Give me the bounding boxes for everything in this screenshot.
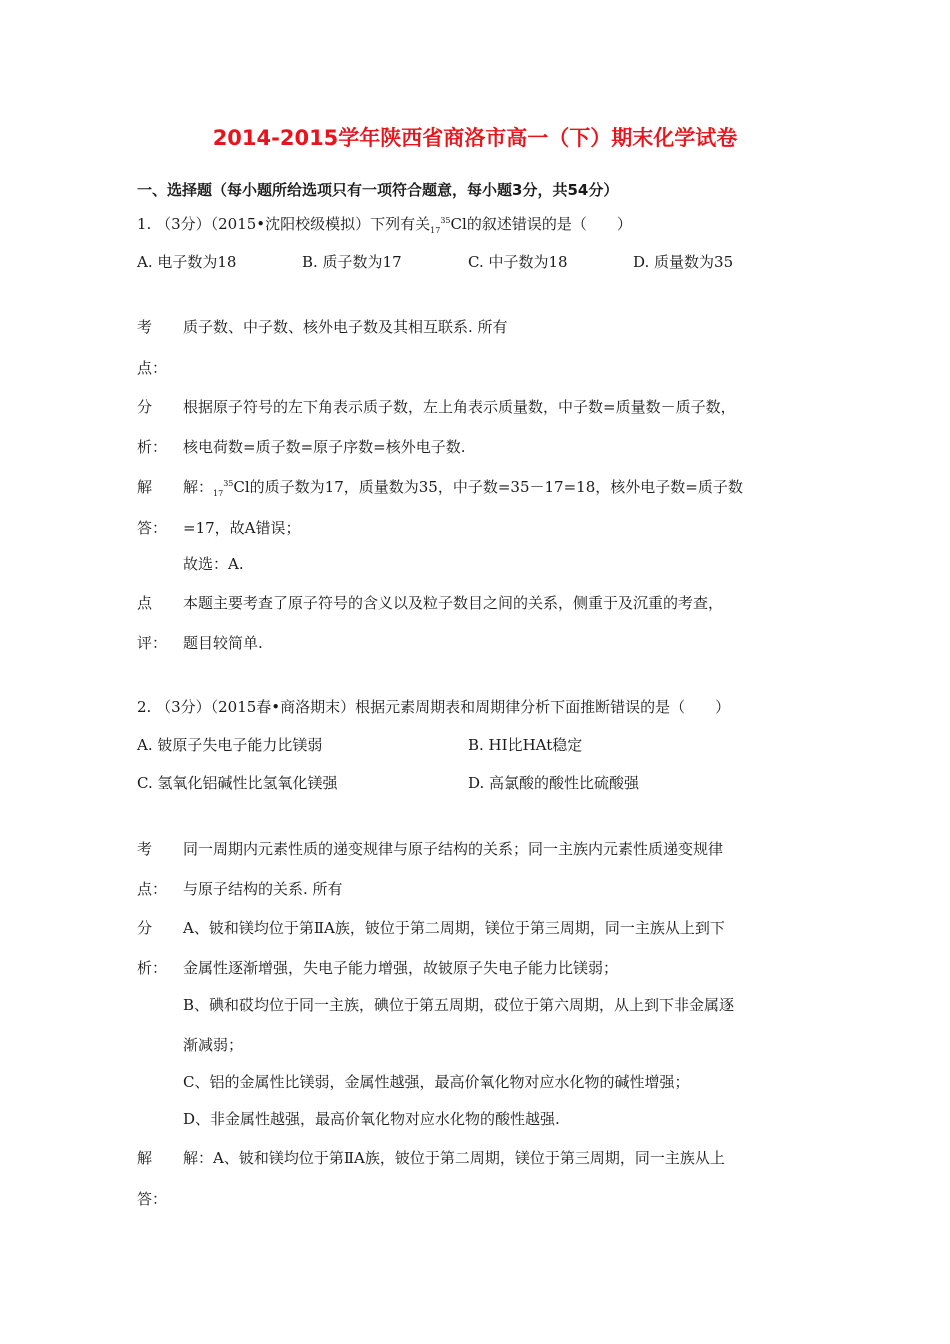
q1-kaodian-text: 质子数、中子数、核外电子数及其相互联系. 所有 [183,318,508,336]
q1-isotope [430,215,467,235]
q1-stem [137,213,632,235]
q1-fenxi-text-2: 核电荷数=质子数=原子序数=核外电子数. [183,438,466,456]
q1-option-b: B. 质子数为17 [302,253,402,271]
q2-option-d: D. 高氯酸的酸性比硫酸强 [468,774,640,792]
q1-jieda-isotope-z: 17 [213,489,224,498]
q2-fenxi-text-4: 渐减弱； [183,1036,244,1054]
q1-fenxi-label-2: 析： [137,438,168,456]
q1-fenxi-text-1: 根据原子符号的左下角表示质子数，左上角表示质量数，中子数=质量数－质子数， [183,398,736,416]
q2-fenxi-text-1: A、铍和镁均位于第ⅡA族，铍位于第二周期，镁位于第三周期，同一主族从上到下 [183,919,725,937]
q1-jieda-label-2: 答： [137,519,168,537]
q1-jieda-line-1 [183,476,743,498]
q2-option-b: B. HI比HAt稳定 [468,736,583,754]
page-title: 2014-2015学年陕西省商洛市高一（下）期末化学试卷 [212,126,738,150]
q1-isotope-z: 17 [430,226,441,235]
q1-jieda-isotope-symbol: Cl [233,478,250,496]
q1-kaodian-label-2: 点： [137,359,168,377]
q2-kaodian-text-2: 与原子结构的关系. 所有 [183,880,343,898]
q1-dianping-label-2: 评： [137,634,168,652]
q1-jieda-text-1: 的质子数为17，质量数为35，中子数=35－17=18，核外电子数=质子数 [249,478,743,496]
q2-jieda-label-1: 解 [137,1149,153,1167]
q1-dianping-text-2: 题目较简单. [183,634,263,652]
section-heading: 一、选择题（每小题所给选项只有一项符合题意，每小题3分，共54分） [137,181,619,199]
q2-fenxi-text-6: D、非金属性越强，最高价氧化物对应水化物的酸性越强. [183,1110,560,1128]
q1-jieda-text-2: =17，故A错误； [183,519,301,537]
q2-jieda-label-2: 答： [137,1190,168,1208]
q1-dianping-text-1: 本题主要考查了原子符号的含义以及粒子数目之间的关系，侧重于及沉重的考查， [183,594,724,612]
q2-option-c: C. 氢氧化铝碱性比氢氧化镁强 [137,774,338,792]
q2-fenxi-text-2: 金属性逐渐增强，失电子能力增强，故铍原子失电子能力比镁弱； [183,959,619,977]
q2-fenxi-label-1: 分 [137,919,153,937]
q2-kaodian-label-2: 点： [137,880,168,898]
q2-stem: 2. （3分）（2015春•商洛期末）根据元素周期表和周期律分析下面推断错误的是（ ） [137,698,731,716]
q2-jieda-text-1: 解：A、铍和镁均位于第ⅡA族，铍位于第二周期，镁位于第三周期，同一主族从上 [183,1149,725,1167]
q1-jieda-label-1: 解 [137,478,153,496]
q2-fenxi-text-5: C、铝的金属性比镁弱，金属性越强，最高价氧化物对应水化物的碱性增强； [183,1073,690,1091]
q2-kaodian-text-1: 同一周期内元素性质的递变规律与原子结构的关系；同一主族内元素性质递变规律 [183,840,724,858]
q1-jieda-prefix: 解： [183,478,214,496]
q1-jieda-isotope [213,478,250,498]
q1-jieda-isotope-a: 35 [223,479,234,488]
q1-stem-suffix: 的叙述错误的是（ ） [466,215,632,233]
q1-kaodian-label-1: 考 [137,318,153,336]
q1-jieda-text-3: 故选：A. [183,555,244,573]
q1-option-d: D. 质量数为35 [633,253,734,271]
q2-fenxi-label-2: 析： [137,959,168,977]
q1-fenxi-label-1: 分 [137,398,153,416]
q2-option-a: A. 铍原子失电子能力比镁弱 [137,736,323,754]
q1-option-a: A. 电子数为18 [137,253,237,271]
q2-fenxi-text-3: B、碘和砹均位于同一主族，碘位于第五周期，砹位于第六周期，从上到下非金属逐 [183,996,735,1014]
q2-kaodian-label-1: 考 [137,840,153,858]
q1-isotope-symbol: Cl [450,215,467,233]
q1-dianping-label-1: 点 [137,594,153,612]
q1-stem-prefix: 1. （3分）（2015•沈阳校级模拟）下列有关 [137,215,431,233]
q1-isotope-a: 35 [440,216,451,225]
q1-option-c: C. 中子数为18 [468,253,568,271]
